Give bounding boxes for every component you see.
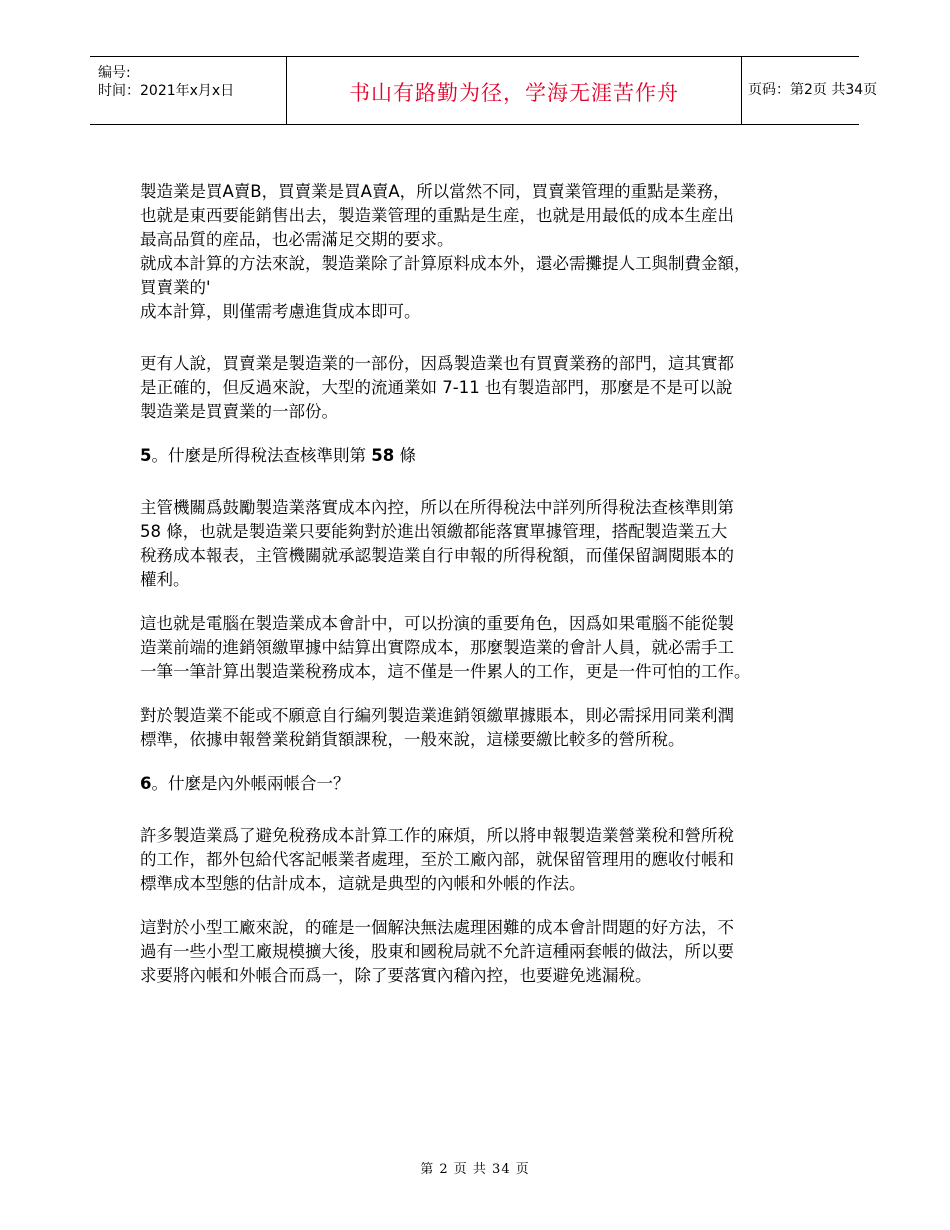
text-line: 58 條，也就是製造業只要能夠對於進出領繳都能落實單據管理，搭配製造業五大 <box>140 522 728 541</box>
text-line: 許多製造業爲了避免稅務成本計算工作的麻煩，所以將申報製造業營業稅和營所稅 <box>140 826 734 845</box>
header-motto: 书山有路勤为径，学海无涯苦作舟 <box>349 81 679 105</box>
text-line: 的工作，都外包給代客記帳業者處理，至於工廠內部，就保留管理用的應收付帳和 <box>140 850 734 869</box>
text-line: 這也就是電腦在製造業成本會計中，可以扮演的重要角色，因爲如果電腦不能從製 <box>140 614 734 633</box>
section-heading-6 <box>140 772 840 796</box>
text-line: 也就是東西要能銷售出去，製造業管理的重點是生産，也就是用最低的成本生産出 <box>140 206 734 225</box>
document-body <box>140 180 840 988</box>
text-line: 就成本計算的方法來說，製造業除了計算原料成本外，還必需攤提人工與制費金額， <box>140 254 751 273</box>
page-footer: 第 2 页 共 34 页 <box>420 1162 530 1177</box>
text-line: 標準，依據申報營業稅銷貨額課稅，一般來說，這樣要繳比較多的營所稅。 <box>140 730 685 749</box>
text-line: 製造業是買賣業的一部份。 <box>140 402 338 421</box>
header-page-cell <box>741 57 878 124</box>
document-date-label: 时间：2021年x月x日 <box>98 83 235 99</box>
paragraph-manufacturing-vs-trading <box>140 180 840 324</box>
paragraph-two-books <box>140 824 840 896</box>
text-line: 標準成本型態的估計成本，這就是典型的內帳和外帳的作法。 <box>140 874 586 893</box>
text-line: 造業前端的進銷領繳單據中結算出實際成本，那麼製造業的會計人員，就必需手工 <box>140 638 734 657</box>
text-line: 權利。 <box>140 570 190 589</box>
paragraph-trading-part-of-manufacturing <box>140 352 840 424</box>
header-motto-cell <box>286 57 742 124</box>
page-header <box>90 56 878 125</box>
document-number-label: 编号: <box>98 65 131 81</box>
text-line: 成本計算，則僅需考慮進貨成本即可。 <box>140 302 421 321</box>
paragraph-article-58 <box>140 496 840 592</box>
text-line: 更有人說，買賣業是製造業的一部份，因爲製造業也有買賣業務的部門，這其實都 <box>140 354 734 373</box>
header-page-info: 页码：第2页 共34页 <box>748 82 878 98</box>
text-line: 稅務成本報表，主管機關就承認製造業自行申報的所得稅額，而僅保留調閱賬本的 <box>140 546 734 565</box>
heading-text: 。什麼是內外帳兩帳合一？ <box>151 774 350 793</box>
section-heading-5 <box>140 444 840 468</box>
heading-number: 5 <box>140 446 152 465</box>
paragraph-computer-role <box>140 612 840 684</box>
text-line: 主管機關爲鼓勵製造業落實成本內控，所以在所得稅法中詳列所得稅法查核準則第 <box>140 498 734 517</box>
text-line: 求要將內帳和外帳合而爲一，除了要落實內稽內控，也要避免逃漏稅。 <box>140 966 652 985</box>
text-line: 最高品質的産品，也必需滿足交期的要求。 <box>140 230 454 249</box>
heading-text: 。什麼是所得稅法查核準則第 <box>151 446 372 465</box>
text-line: 買賣業的' <box>140 278 211 297</box>
header-meta-cell <box>90 57 286 124</box>
heading-number: 6 <box>140 774 152 793</box>
text-line: 這對於小型工廠來說，的確是一個解決無法處理困難的成本會計問題的好方法，不 <box>140 918 734 937</box>
text-line: 是正確的，但反過來說，大型的流通業如 7-11 也有製造部門，那麼是不是可以說 <box>140 378 733 397</box>
paragraph-small-factories <box>140 916 840 988</box>
paragraph-profit-standard <box>140 704 840 752</box>
text-line: 一筆一筆計算出製造業稅務成本，這不僅是一件累人的工作，更是一件可怕的工作。 <box>140 662 751 681</box>
heading-article-number: 58 <box>371 446 395 465</box>
heading-tail: 條 <box>394 446 416 465</box>
text-line: 過有一些小型工廠規模擴大後，股東和國稅局就不允許這種兩套帳的做法，所以要 <box>140 942 734 961</box>
text-line: 對於製造業不能或不願意自行編列製造業進銷領繳單據賬本，則必需採用同業利潤 <box>140 706 734 725</box>
text-line: 製造業是買A賣B，買賣業是買A賣A，所以當然不同，買賣業管理的重點是業務， <box>140 182 730 201</box>
